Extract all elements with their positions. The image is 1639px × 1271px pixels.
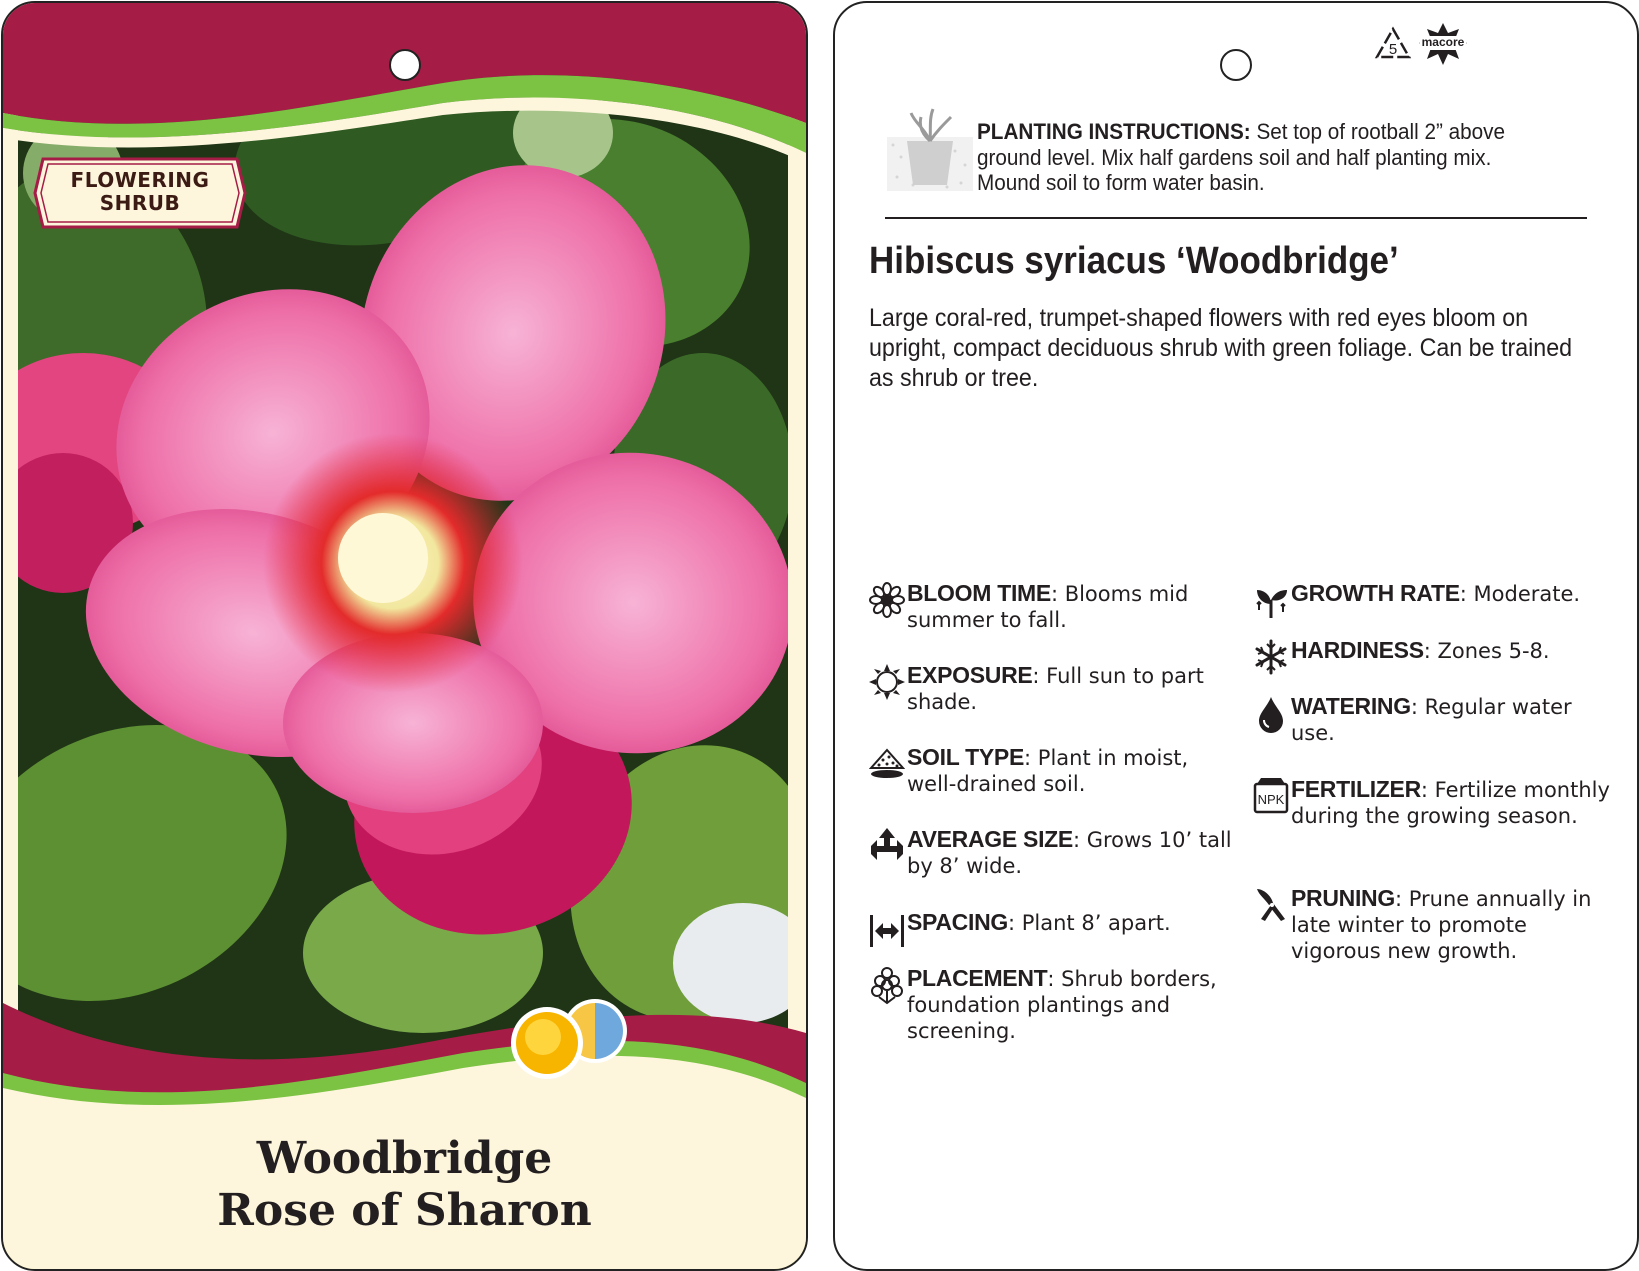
attr-label: WATERING xyxy=(1291,693,1411,719)
hang-hole xyxy=(1220,49,1252,81)
common-name xyxy=(3,1133,806,1237)
planting-instructions xyxy=(977,119,1547,196)
flower-icon xyxy=(869,580,905,620)
attr-text: : Fertilize monthly during the growing season. xyxy=(1291,778,1610,828)
water-drop-icon xyxy=(1253,693,1289,733)
attr-text: : Prune annually in late winter to promote vigorous new growth. xyxy=(1291,887,1592,963)
fertilizer-icon-label: NPK xyxy=(1257,792,1285,807)
placement-icon xyxy=(869,965,905,1005)
recycle-icon xyxy=(1373,25,1413,65)
plant-description: Large coral-red, trumpet-shaped flowers with red eyes bloom on upright, compact deciduous shrub with green foliage. Can be trained as shrub or tree. xyxy=(869,304,1573,392)
recycle-code: 5 xyxy=(1388,41,1398,58)
attr-text: : Regular water use. xyxy=(1291,695,1572,745)
category-badge xyxy=(33,155,247,231)
attr-label: BLOOM TIME xyxy=(907,580,1051,606)
common-name-line-1: Woodbridge xyxy=(256,1133,553,1184)
hang-hole xyxy=(389,49,421,81)
badge-line-1: FLOWERING xyxy=(70,168,210,192)
sun-icon xyxy=(869,662,905,702)
growth-icon xyxy=(1253,580,1289,620)
fertilizer-icon xyxy=(1253,776,1289,816)
size-icon xyxy=(869,826,905,866)
badge-line-2: SHRUB xyxy=(99,191,181,215)
maker-name: macore xyxy=(1421,35,1465,49)
attr-label: PLACEMENT xyxy=(907,965,1048,991)
pruners-icon xyxy=(1253,885,1289,925)
attr-text: : Plant in moist, well-drained soil. xyxy=(907,746,1189,796)
attr-label: GROWTH RATE xyxy=(1291,580,1460,606)
snowflake-icon xyxy=(1253,637,1289,677)
attr-text: : Plant 8’ apart. xyxy=(1008,911,1171,935)
common-name-line-2: Rose of Sharon xyxy=(217,1185,592,1236)
exposure-icons xyxy=(503,993,643,1083)
attr-label: SOIL TYPE xyxy=(907,744,1025,770)
back-tag xyxy=(833,1,1639,1271)
attr-label: PRUNING xyxy=(1291,885,1395,911)
plant-pot-icon xyxy=(885,105,975,195)
front-tag xyxy=(1,1,808,1271)
attr-text: : Moderate. xyxy=(1459,582,1581,606)
planting-label: PLANTING INSTRUCTIONS: xyxy=(977,119,1251,144)
attr-text: : Grows 10’ tall by 8’ wide. xyxy=(907,828,1232,878)
divider xyxy=(885,217,1587,219)
attr-text: : Full sun to part shade. xyxy=(907,664,1204,714)
maker-logo xyxy=(1417,21,1469,67)
full-sun-icon xyxy=(511,1007,583,1079)
soil-icon xyxy=(869,744,905,784)
attr-label: EXPOSURE xyxy=(907,662,1033,688)
planting-text: Set top of rootball 2” above ground level. Mix half gardens soil and half planting mix. Mound soil to form water basin. xyxy=(977,119,1506,195)
attr-label: HARDINESS xyxy=(1291,637,1424,663)
attr-label: FERTILIZER xyxy=(1291,776,1421,802)
attr-text: : Shrub borders, foundation plantings and screening. xyxy=(907,967,1217,1043)
attr-text: : Zones 5-8. xyxy=(1423,639,1550,663)
attr-label: AVERAGE SIZE xyxy=(907,826,1073,852)
attr-label: SPACING xyxy=(907,909,1008,935)
botanical-name: Hibiscus syriacus ‘Woodbridge’ xyxy=(869,240,1399,282)
attr-text: : Blooms mid summer to fall. xyxy=(907,582,1189,632)
spacing-icon xyxy=(869,909,905,949)
